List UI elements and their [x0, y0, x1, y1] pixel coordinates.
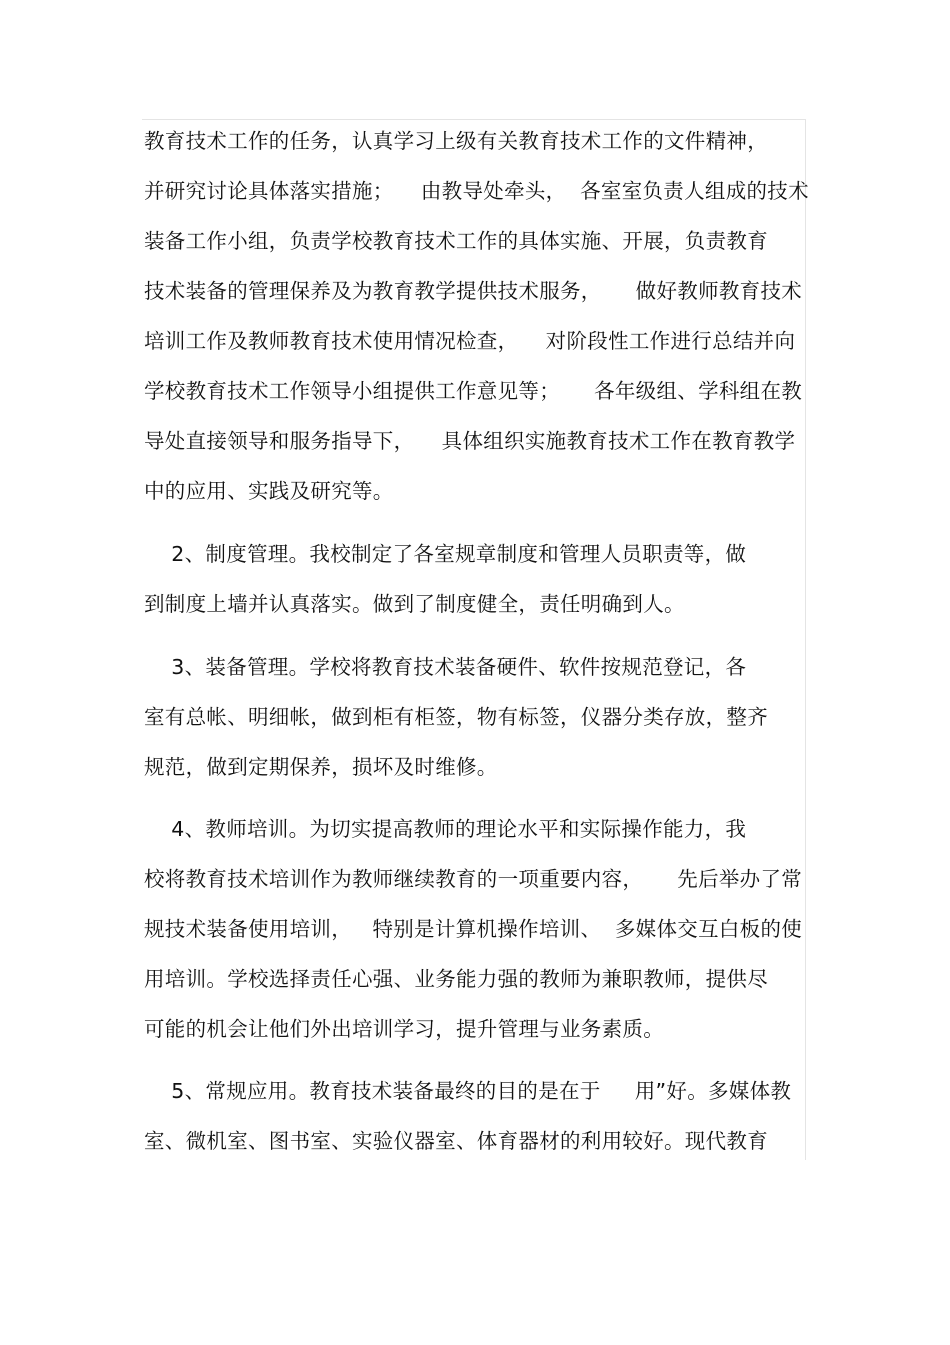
paragraph-5-line: 5、常规应用。教育技术装备最终的目的是在于 用”好。多媒体教 [144, 1079, 792, 1103]
paragraph-3-line: 3、装备管理。学校将教育技术装备硬件、软件按规范登记，各 [144, 655, 747, 679]
paragraph-2-line: 2、制度管理。我校制定了各室规章制度和管理人员职责等，做 [144, 542, 747, 566]
text-line: 中的应用、实践及研究等。 [144, 479, 394, 503]
paragraph-4-line: 可能的机会让他们外出培训学习，提升管理与业务素质。 [144, 1017, 664, 1041]
text-line: 装备工作小组，负责学校教育技术工作的具体实施、开展，负责教育 [144, 229, 768, 253]
paragraph-4-line: 用培训。学校选择责任心强、业务能力强的教师为兼职教师，提供尽 [144, 967, 768, 991]
paragraph-3-line: 室有总帐、明细帐，做到柜有柜签，物有标签，仪器分类存放，整齐 [144, 705, 768, 729]
paragraph-5-line: 室、微机室、图书室、实验仪器室、体育器材的利用较好。现代教育 [144, 1129, 768, 1153]
text-line: 技术装备的管理保养及为教育教学提供技术服务， 做好教师教育技术 [144, 279, 803, 303]
text-line: 并研究讨论具体落实措施； 由教导处牵头， 各室室负责人组成的技术 [144, 179, 809, 203]
text-line: 培训工作及教师教育技术使用情况检查， 对阶段性工作进行总结并向 [144, 329, 796, 353]
paragraph-3-line: 规范，做到定期保养，损坏及时维修。 [144, 755, 498, 779]
page-frame [142, 119, 806, 1160]
text-line: 学校教育技术工作领导小组提供工作意见等； 各年级组、学科组在教 [144, 379, 803, 403]
text-line: 教育技术工作的任务，认真学习上级有关教育技术工作的文件精神， [144, 129, 768, 153]
paragraph-4-line: 校将教育技术培训作为教师继续教育的一项重要内容， 先后举办了常 [144, 867, 803, 891]
paragraph-4-line: 4、教师培训。为切实提高教师的理论水平和实际操作能力，我 [144, 817, 747, 841]
text-line: 导处直接领导和服务指导下， 具体组织实施教育技术工作在教育教学 [144, 429, 796, 453]
paragraph-2-line: 到制度上墙并认真落实。做到了制度健全，责任明确到人。 [144, 592, 685, 616]
paragraph-4-line: 规技术装备使用培训， 特别是计算机操作培训、 多媒体交互白板的使 [144, 917, 803, 941]
